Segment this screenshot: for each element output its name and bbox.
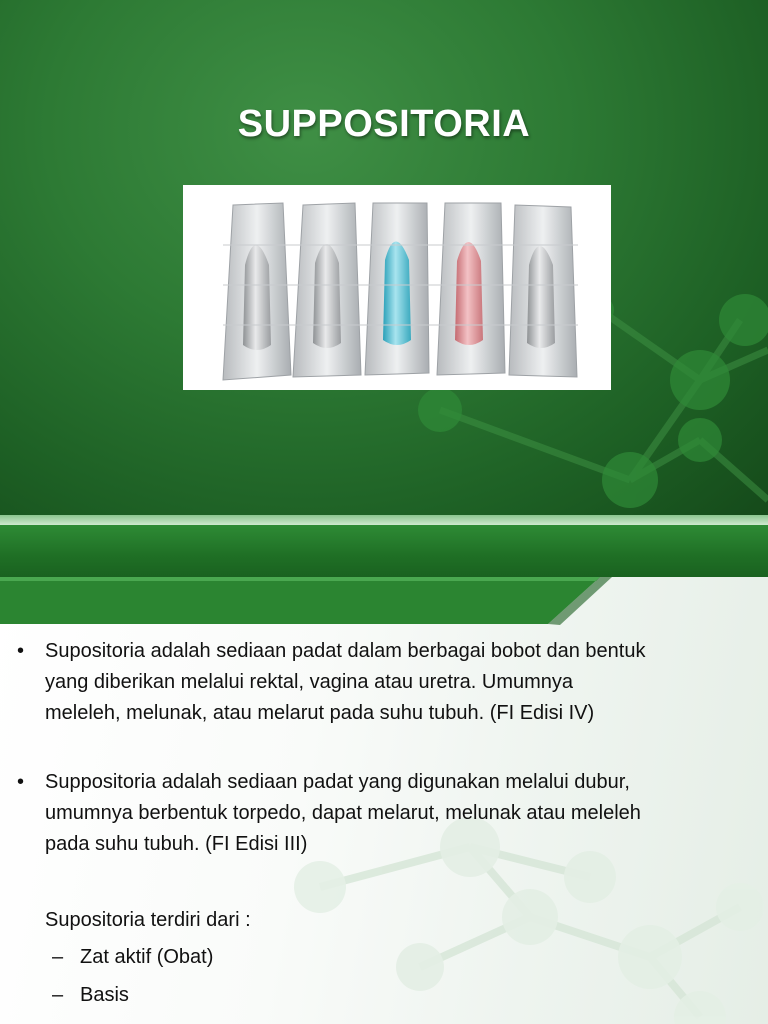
bullet-line: Suppositoria adalah sediaan padat yang digunakan melalui dubur, (45, 771, 630, 793)
suppository-blister-illustration (183, 185, 611, 390)
bullet-definition-fi-iv (17, 636, 755, 729)
bullet-line: meleleh, melunak, atau melarut pada suhu tubuh. (FI Edisi IV) (45, 702, 595, 724)
dash-marker: – (52, 984, 64, 1006)
composition-item-base: Basis (80, 984, 129, 1006)
composition-item-active-substance: Zat aktif (Obat) (80, 946, 214, 968)
suppository-image (183, 185, 611, 390)
bullet-dot: • (17, 771, 25, 793)
bullet-line: yang diberikan melalui rektal, vagina atau uretra. Umumnya (45, 671, 574, 693)
separator-light (0, 515, 768, 525)
bullet-dot: • (17, 640, 25, 662)
dash-marker: – (52, 946, 64, 968)
bullet-definition-fi-iii (17, 767, 755, 860)
separator-dark (0, 525, 768, 577)
composition-heading: Supositoria terdiri dari : (45, 909, 251, 931)
bullet-line: pada suhu tubuh. (FI Edisi III) (45, 833, 308, 855)
bullet-line: umumnya berbentuk torpedo, dapat melarut, melunak atau meleleh (45, 802, 641, 824)
bullet-line: Supositoria adalah sediaan padat dalam berbagai bobot dan bentuk (45, 640, 646, 662)
slide-title: SUPPOSITORIA (237, 103, 531, 145)
